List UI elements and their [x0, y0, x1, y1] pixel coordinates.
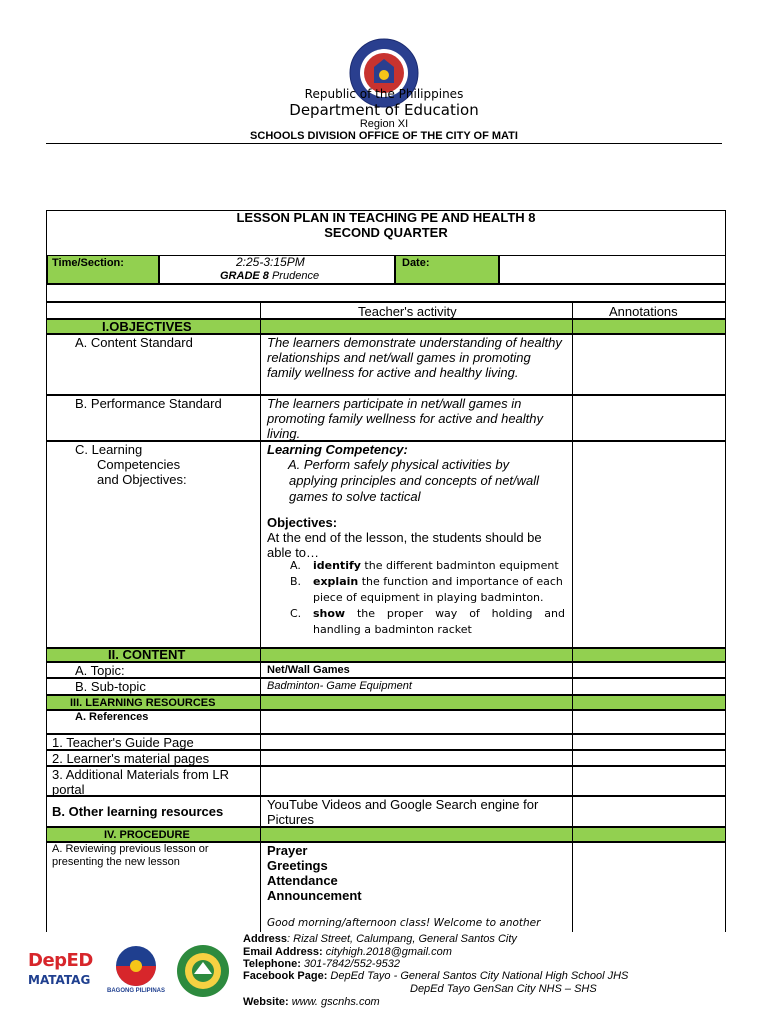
- references-label: A. References: [75, 711, 149, 723]
- subtopic-value: Badminton- Game Equipment: [267, 680, 412, 692]
- time-value: 2:25-3:15PM: [236, 255, 305, 269]
- time-section-label: Time/Section:: [52, 257, 124, 269]
- resources-heading: III. LEARNING RESOURCES: [70, 697, 216, 709]
- region-text: Region XI: [359, 118, 409, 130]
- topic-value: Net/Wall Games: [267, 664, 350, 676]
- grade-section: GRADE 8 Prudence: [220, 270, 320, 282]
- obj-a: identify the different badminton equipment: [313, 559, 559, 572]
- other-resources-value: YouTube Videos and Google Search engine for Pictures: [267, 797, 539, 827]
- procedure-item-announcement: Announcement: [267, 888, 362, 903]
- other-resources-label: B. Other learning resources: [52, 804, 224, 819]
- deped-logo-text: DepED: [28, 950, 93, 971]
- footer-facebook: Facebook Page: DepEd Tayo - General Santos City National High School JHS: [243, 970, 629, 982]
- content-standard-label: A. Content Standard: [75, 335, 193, 350]
- objectives-intro: At the end of the lesson, the students should be able to…: [267, 530, 542, 560]
- obj-b: explain the function and importance of each piece of equipment in playing badminton.: [313, 575, 563, 604]
- procedure-heading: IV. PROCEDURE: [104, 829, 190, 841]
- department-text: Department of Education: [289, 101, 479, 119]
- deped-matatag-logo: [28, 950, 100, 990]
- procedure-item-greetings: Greetings: [267, 858, 328, 873]
- date-label: Date:: [402, 257, 430, 269]
- learners-material-label: 2. Learner's material pages: [52, 751, 210, 766]
- obj-b-marker: B.: [290, 575, 302, 588]
- competencies-label-3: and Objectives:: [97, 472, 187, 487]
- header-divider: [46, 143, 722, 144]
- footer-website: Website: www. gscnhs.com: [243, 996, 380, 1008]
- school-seal-logo: [176, 944, 230, 998]
- subtopic-label: B. Sub-topic: [75, 679, 146, 694]
- content-heading: II. CONTENT: [108, 647, 186, 662]
- footer-address: Address: Rizal Street, Calumpang, General Santos City: [243, 933, 517, 945]
- lesson-title: LESSON PLAN IN TEACHING PE AND HEALTH 8: [236, 210, 536, 225]
- reviewing-lesson-label: A. Reviewing previous lesson or presenting the new lesson: [52, 843, 209, 868]
- procedure-item-attendance: Attendance: [267, 873, 338, 888]
- competency-heading: Learning Competency:: [267, 442, 408, 457]
- additional-materials-label: 3. Additional Materials from LR portal: [52, 767, 230, 797]
- footer-email: Email Address: cityhigh.2018@gmail.com: [243, 946, 452, 958]
- greeting-text: Good morning/afternoon class! Welcome to another: [267, 917, 541, 929]
- annotations-header: Annotations: [609, 304, 678, 319]
- performance-standard-text: The learners participate in net/wall games in promoting family wellness for active and healthy living.: [267, 396, 544, 441]
- competencies-label-2: Competencies: [97, 457, 181, 472]
- bagong-pilipinas-text: BAGONG PILIPINAS: [106, 988, 165, 994]
- procedure-item-prayer: Prayer: [267, 843, 308, 858]
- objectives-subheading: Objectives:: [267, 515, 338, 530]
- obj-c: show the proper way of holding and handling a badminton racket: [313, 607, 565, 636]
- footer-telephone: Telephone: 301-7842/552-9532: [243, 958, 400, 970]
- obj-a-marker: A.: [290, 559, 301, 572]
- competency-a: A. Perform safely physical activities by applying principles and concepts of net/wall games to solve tactical: [288, 457, 540, 504]
- matatag-text: MATATAG: [28, 973, 91, 987]
- performance-standard-label: B. Performance Standard: [75, 396, 222, 411]
- republic-text: Republic of the Philippines: [304, 87, 464, 101]
- footer-facebook-2: DepEd Tayo GenSan City NHS – SHS: [410, 983, 597, 995]
- topic-label: A. Topic:: [75, 663, 125, 678]
- teachers-guide-label: 1. Teacher's Guide Page: [52, 735, 194, 750]
- competencies-label-1: C. Learning: [75, 442, 143, 457]
- quarter-title: SECOND QUARTER: [324, 225, 448, 240]
- teacher-activity-header: Teacher's activity: [358, 304, 457, 319]
- content-standard-text: The learners demonstrate understanding of healthy relationships and net/wall games in promoting family wellness for active and healthy living.: [267, 335, 562, 380]
- obj-c-marker: C.: [290, 607, 302, 620]
- division-text: SCHOOLS DIVISION OFFICE OF THE CITY OF MATI: [250, 130, 518, 142]
- objectives-heading: I.OBJECTIVES: [102, 319, 192, 334]
